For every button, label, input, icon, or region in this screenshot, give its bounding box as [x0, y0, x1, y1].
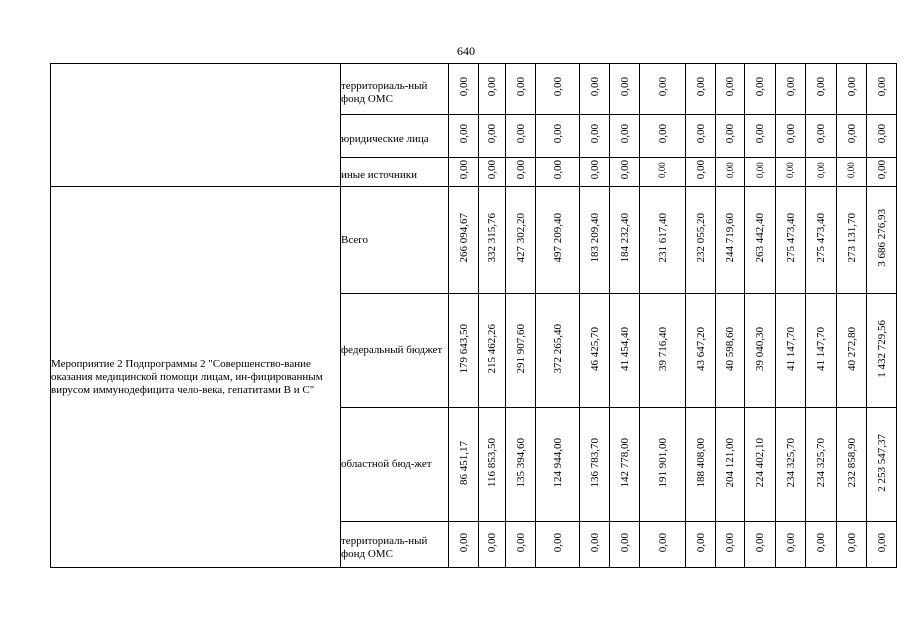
value-text: 263 442,40 — [754, 213, 766, 263]
value-text: 273 131,70 — [845, 213, 858, 263]
value-text: 234 325,70 — [815, 437, 827, 488]
value-text: 135 394,60 — [514, 437, 527, 488]
value-text: 0,00 — [754, 532, 766, 553]
value-text: 0,00 — [724, 77, 736, 97]
value-cell — [745, 408, 776, 522]
value-text: 0,00 — [656, 532, 669, 553]
value-cell — [449, 294, 479, 408]
value-cell — [536, 294, 580, 408]
value-cell — [867, 158, 897, 187]
value-text: 0,00 — [785, 162, 795, 178]
funding-source — [341, 158, 449, 187]
value-cell — [506, 408, 536, 522]
value-cell — [716, 115, 745, 158]
funding-source-label: территориаль-ный фонд ОМС — [341, 79, 428, 105]
value-cell — [776, 115, 806, 158]
value-cell — [506, 187, 536, 294]
value-cell — [610, 522, 640, 568]
value-cell — [580, 294, 610, 408]
page-number: 640 — [457, 44, 475, 58]
funding-source — [341, 64, 449, 115]
value-cell — [580, 115, 610, 158]
value-cell — [745, 158, 776, 187]
value-text: 179 643,50 — [457, 323, 470, 374]
value-text: 46 425,70 — [588, 326, 601, 371]
value-text: 0,00 — [618, 77, 631, 97]
value-text: 275 473,40 — [784, 213, 797, 263]
value-text: 0,00 — [875, 124, 888, 144]
value-cell — [867, 187, 897, 294]
value-text: 0,00 — [815, 77, 827, 97]
value-cell — [580, 187, 610, 294]
value-cell — [506, 115, 536, 158]
value-cell — [806, 64, 837, 115]
value-cell — [776, 522, 806, 568]
value-text: 0,00 — [514, 532, 527, 553]
value-text: 0,00 — [724, 124, 736, 144]
value-cell — [449, 522, 479, 568]
value-text: 0,00 — [551, 124, 564, 144]
value-cell — [449, 115, 479, 158]
value-text: 41 147,70 — [815, 326, 827, 371]
value-text: 234 325,70 — [784, 437, 797, 488]
value-text: 0,00 — [588, 532, 601, 553]
value-cell — [449, 408, 479, 522]
value-text: 0,00 — [784, 124, 797, 144]
value-cell — [610, 408, 640, 522]
value-text: 0,00 — [551, 532, 564, 553]
value-cell — [837, 522, 867, 568]
previous-event-cell — [51, 64, 341, 187]
value-text: 124 944,00 — [551, 437, 564, 488]
funding-source-label: Всего — [341, 233, 368, 246]
value-text: 0,00 — [875, 160, 888, 180]
value-cell — [479, 294, 506, 408]
table-row — [51, 64, 897, 115]
value-cell — [806, 115, 837, 158]
value-cell — [640, 64, 686, 115]
value-text: 0,00 — [618, 124, 631, 144]
value-cell — [837, 158, 867, 187]
value-cell — [610, 64, 640, 115]
value-text: 183 209,40 — [588, 213, 601, 263]
funding-source — [341, 408, 449, 522]
value-text: 0,00 — [486, 532, 498, 553]
value-text: 0,00 — [784, 532, 797, 553]
value-cell — [640, 115, 686, 158]
value-text: 0,00 — [514, 124, 527, 144]
value-cell — [686, 115, 716, 158]
value-cell — [776, 187, 806, 294]
funding-source — [341, 187, 449, 294]
value-cell — [716, 522, 745, 568]
value-cell — [610, 158, 640, 187]
value-text: 0,00 — [457, 160, 470, 180]
value-text: 0,00 — [457, 532, 470, 553]
value-text: 0,00 — [457, 77, 470, 97]
value-text: 184 232,40 — [618, 213, 631, 263]
value-cell — [640, 294, 686, 408]
value-text: 0,00 — [618, 160, 631, 180]
value-cell — [449, 64, 479, 115]
value-cell — [716, 64, 745, 115]
value-text: 0,00 — [815, 532, 827, 553]
value-text: 142 778,00 — [618, 437, 631, 488]
value-cell — [867, 522, 897, 568]
value-text: 43 647,20 — [694, 326, 707, 371]
value-text: 39 040,30 — [754, 326, 766, 371]
value-text: 2 253 547,37 — [875, 433, 888, 492]
value-cell — [640, 158, 686, 187]
value-cell — [745, 187, 776, 294]
value-cell — [610, 115, 640, 158]
value-cell — [536, 522, 580, 568]
value-text: 3 686 276,93 — [875, 209, 888, 267]
funding-source — [341, 115, 449, 158]
value-text: 372 265,40 — [551, 323, 564, 374]
value-text: 41 454,40 — [618, 326, 631, 371]
value-text: 0,00 — [754, 77, 766, 97]
value-text: 40 598,60 — [724, 326, 736, 371]
value-cell — [867, 408, 897, 522]
value-text: 0,00 — [588, 160, 601, 180]
value-cell — [745, 294, 776, 408]
value-cell — [479, 64, 506, 115]
value-text: 0,00 — [588, 77, 601, 97]
value-cell — [867, 294, 897, 408]
value-text: 188 408,00 — [694, 437, 707, 488]
value-text: 224 402,10 — [754, 437, 766, 488]
value-text: 0,00 — [694, 160, 707, 180]
value-text: 116 853,50 — [486, 437, 498, 488]
value-text: 204 121,00 — [724, 437, 736, 488]
value-text: 0,00 — [588, 124, 601, 144]
value-text: 0,00 — [724, 162, 735, 178]
value-cell — [640, 187, 686, 294]
value-text: 232 858,90 — [845, 437, 858, 488]
value-text: 427 302,20 — [514, 213, 527, 263]
value-cell — [580, 158, 610, 187]
value-cell — [686, 294, 716, 408]
value-cell — [479, 187, 506, 294]
value-text: 1 432 729,56 — [875, 319, 888, 378]
value-cell — [449, 187, 479, 294]
value-cell — [479, 115, 506, 158]
value-text: 0,00 — [845, 532, 858, 553]
value-text: 0,00 — [457, 124, 470, 144]
value-text: 0,00 — [784, 77, 797, 97]
value-cell — [837, 115, 867, 158]
value-cell — [506, 64, 536, 115]
value-cell — [776, 64, 806, 115]
value-cell — [806, 408, 837, 522]
value-cell — [536, 158, 580, 187]
value-text: 497 209,40 — [551, 213, 564, 263]
value-text: 275 473,40 — [815, 213, 827, 263]
value-cell — [580, 522, 610, 568]
value-cell — [506, 522, 536, 568]
value-cell — [716, 187, 745, 294]
value-text: 0,00 — [551, 160, 564, 180]
value-text: 0,00 — [875, 532, 888, 553]
value-text: 0,00 — [845, 124, 858, 144]
value-text: 0,00 — [514, 160, 527, 180]
funding-source — [341, 294, 449, 408]
funding-source — [341, 522, 449, 568]
value-cell — [867, 64, 897, 115]
value-cell — [837, 408, 867, 522]
value-cell — [745, 115, 776, 158]
value-text: 0,00 — [815, 162, 826, 178]
value-text: 136 783,70 — [588, 437, 601, 488]
value-text: 41 147,70 — [784, 326, 797, 371]
value-cell — [580, 64, 610, 115]
value-text: 0,00 — [845, 77, 858, 97]
value-cell — [776, 408, 806, 522]
value-cell — [686, 408, 716, 522]
value-text: 0,00 — [618, 532, 631, 553]
value-text: 191 901,00 — [656, 437, 669, 488]
value-text: 0,00 — [514, 77, 527, 97]
value-text: 0,00 — [815, 124, 827, 144]
value-text: 0,00 — [846, 162, 856, 178]
budget-table — [50, 63, 897, 568]
value-text: 0,00 — [754, 162, 765, 178]
value-cell — [640, 408, 686, 522]
value-cell — [536, 64, 580, 115]
funding-source-label: иные источники — [341, 169, 417, 181]
value-cell — [686, 158, 716, 187]
value-text: 0,00 — [724, 532, 736, 553]
value-cell — [776, 294, 806, 408]
value-text: 232 055,20 — [694, 213, 707, 263]
value-text: 0,00 — [656, 77, 669, 97]
funding-source-label: территориаль-ный фонд ОМС — [341, 535, 428, 560]
value-cell — [745, 64, 776, 115]
value-text: 0,00 — [657, 162, 667, 178]
value-cell — [536, 408, 580, 522]
value-cell — [449, 158, 479, 187]
value-cell — [479, 158, 506, 187]
value-text: 332 315,76 — [486, 213, 498, 263]
value-text: 215 462,26 — [486, 323, 498, 374]
value-cell — [610, 187, 640, 294]
value-text: 0,00 — [486, 77, 498, 97]
value-cell — [806, 187, 837, 294]
value-cell — [536, 187, 580, 294]
value-cell — [686, 64, 716, 115]
value-cell — [837, 64, 867, 115]
value-text: 86 451,17 — [457, 440, 470, 485]
event-2-title: Мероприятие 2 Подпрограммы 2 "Совершенство-вание оказания медицинской помощи лицам, ин-фицированным вирусом иммунодефицита чело-века, гепатитами B и C" — [51, 187, 341, 568]
value-cell — [506, 294, 536, 408]
funding-source-label: федеральный бюджет — [341, 344, 443, 356]
funding-source-label: юридические лица — [341, 133, 429, 145]
value-cell — [806, 158, 837, 187]
value-text: 0,00 — [486, 160, 498, 180]
value-cell — [479, 408, 506, 522]
value-text: 0,00 — [551, 77, 564, 97]
value-text: 40 272,80 — [845, 326, 858, 371]
value-cell — [580, 408, 610, 522]
value-text: 0,00 — [694, 532, 707, 553]
value-cell — [506, 158, 536, 187]
value-cell — [776, 158, 806, 187]
value-text: 266 094,67 — [457, 213, 470, 263]
value-cell — [867, 115, 897, 158]
value-text: 0,00 — [875, 77, 888, 97]
value-cell — [716, 408, 745, 522]
value-text: 0,00 — [486, 124, 498, 144]
value-cell — [640, 522, 686, 568]
value-cell — [837, 294, 867, 408]
value-cell — [686, 522, 716, 568]
value-text: 0,00 — [694, 124, 707, 144]
table-row — [51, 187, 897, 294]
value-text: 0,00 — [754, 124, 766, 144]
value-text: 0,00 — [694, 77, 707, 97]
funding-source-label: областной бюд-жет — [341, 458, 432, 470]
value-cell — [806, 522, 837, 568]
value-text: 244 719,60 — [724, 213, 736, 263]
value-text: 39 716,40 — [656, 326, 669, 371]
value-text: 291 907,60 — [514, 323, 527, 374]
value-text: 0,00 — [656, 124, 669, 144]
value-cell — [837, 187, 867, 294]
value-cell — [716, 158, 745, 187]
value-cell — [745, 522, 776, 568]
value-cell — [716, 294, 745, 408]
value-text: 231 617,40 — [656, 213, 669, 263]
value-cell — [610, 294, 640, 408]
value-cell — [479, 522, 506, 568]
value-cell — [686, 187, 716, 294]
value-cell — [806, 294, 837, 408]
value-cell — [536, 115, 580, 158]
